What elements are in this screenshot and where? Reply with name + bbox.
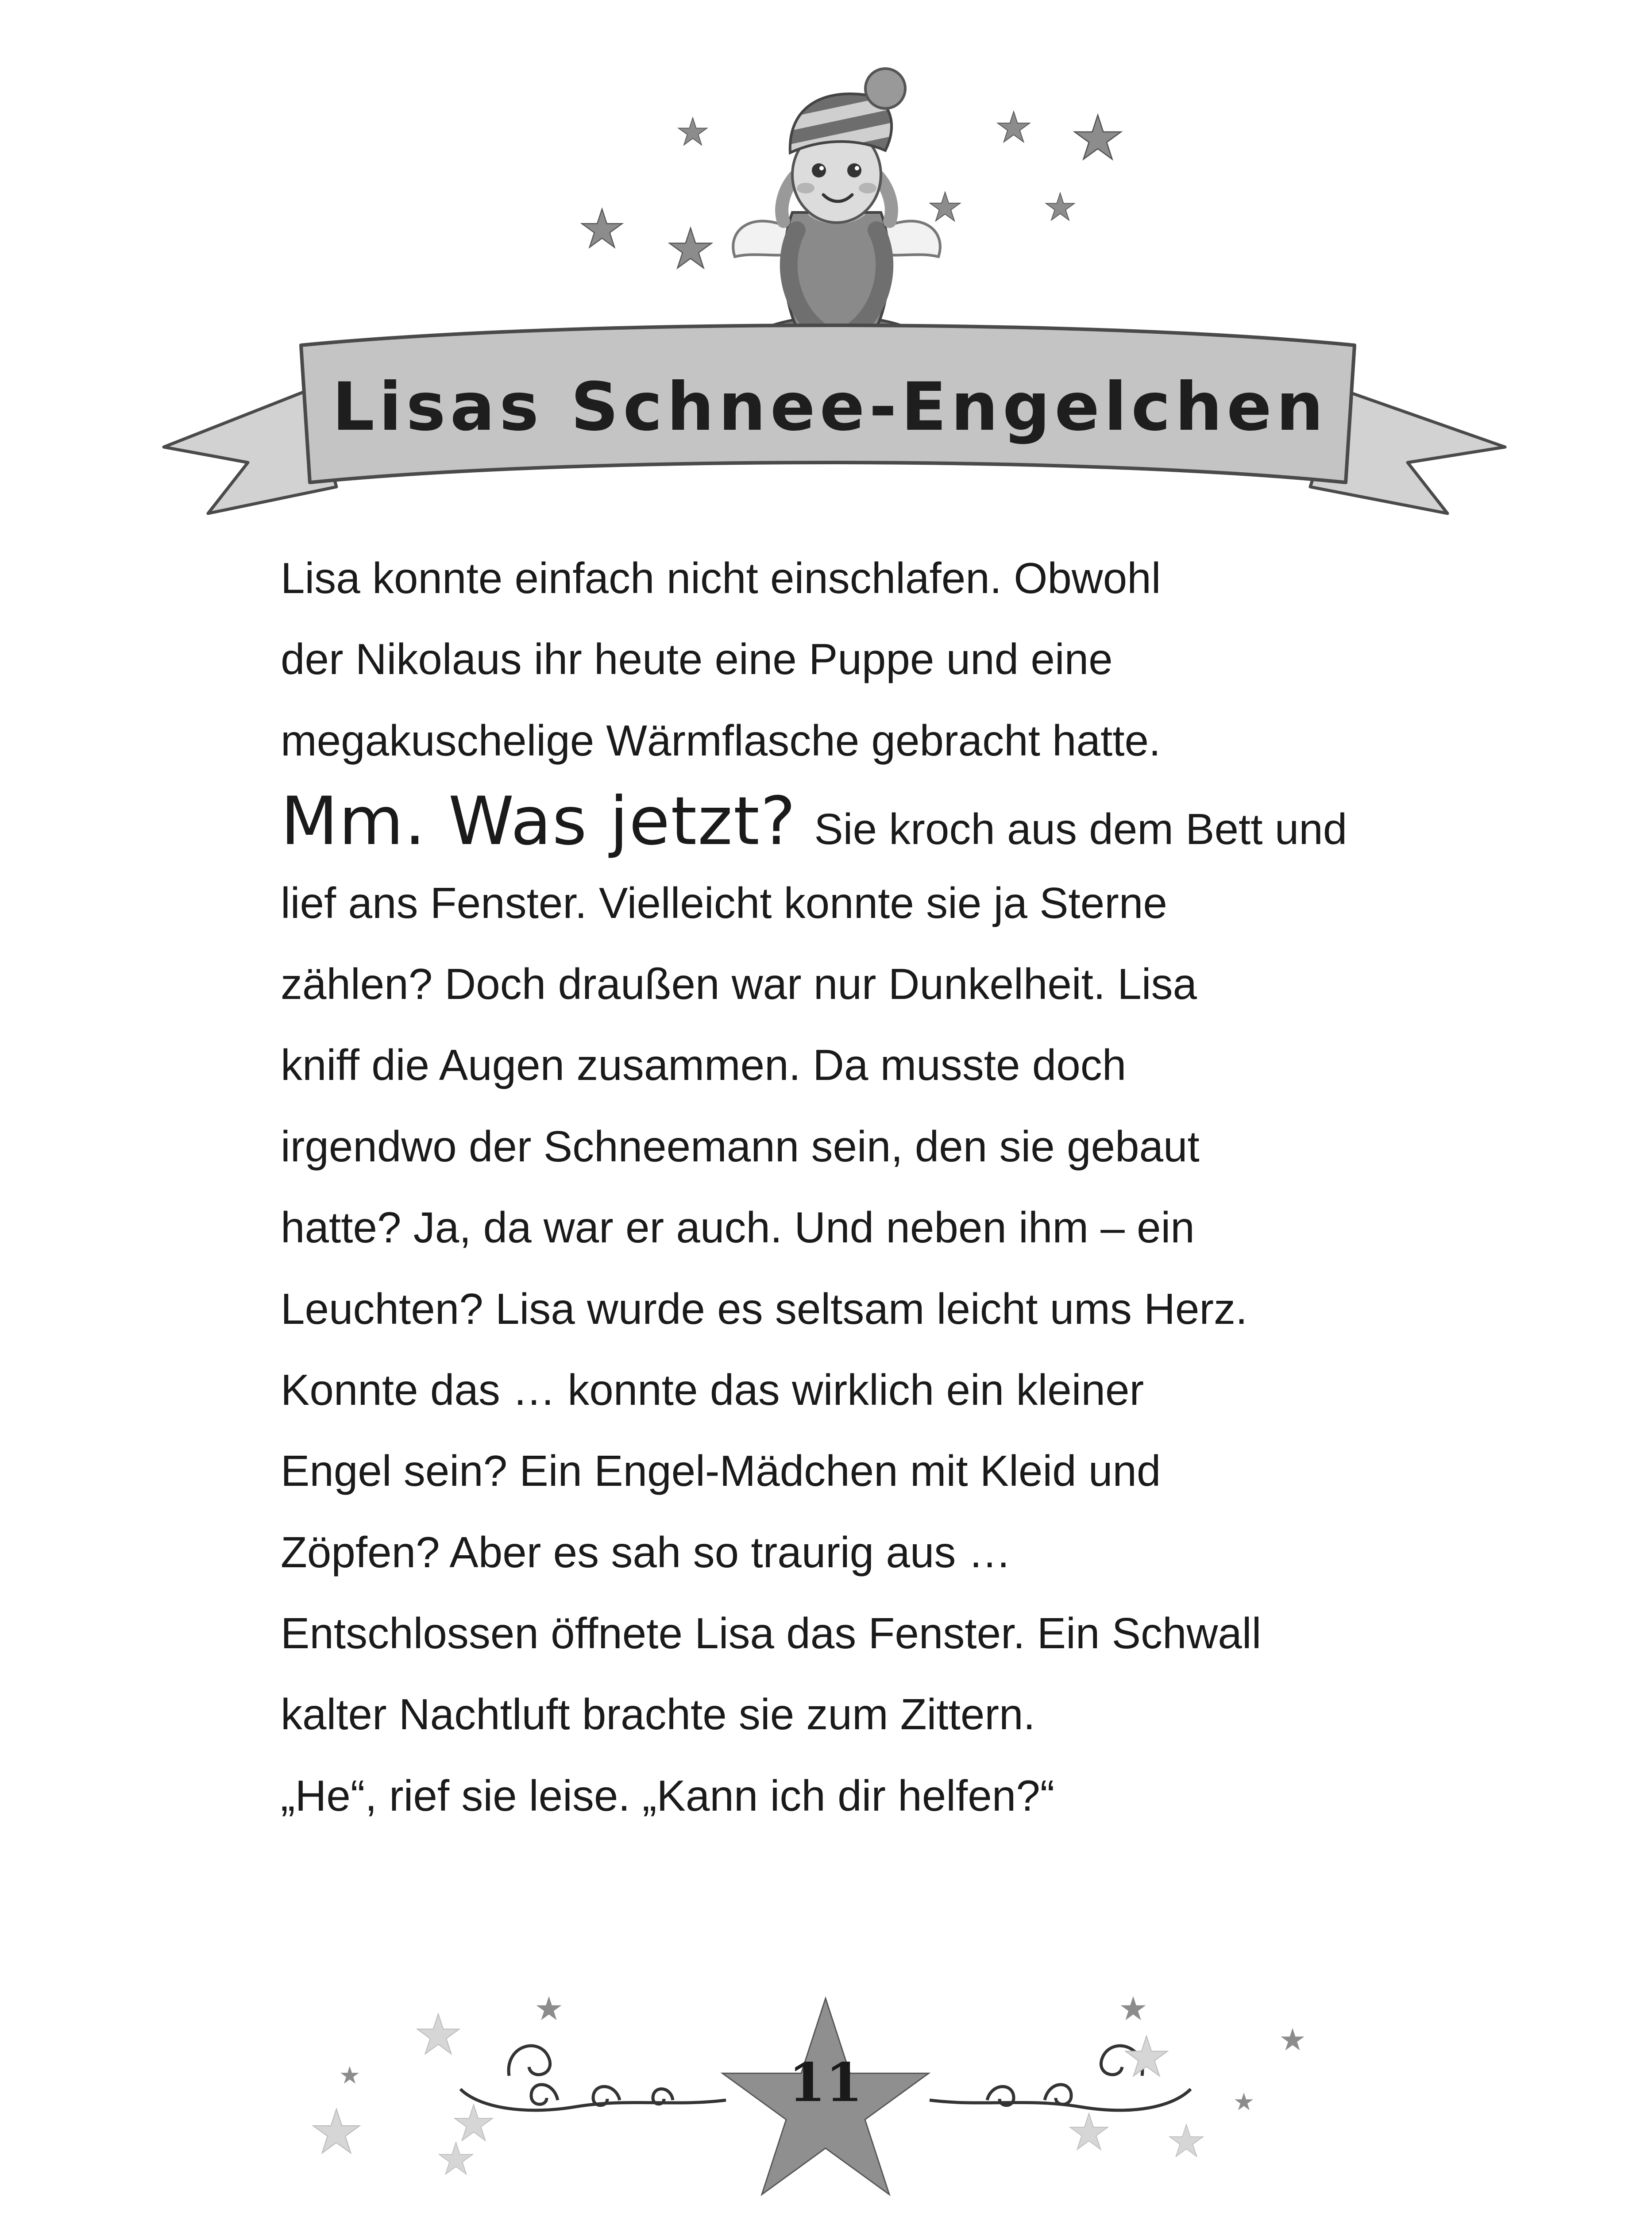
story-line: Entschlossen öffnete Lisa das Fenster. Ein Schwall [281, 1609, 1262, 1658]
star-icon [930, 192, 960, 221]
star-icon [1235, 2093, 1253, 2110]
page-number: 11 [788, 2051, 863, 2114]
star-icon [340, 2066, 359, 2084]
story-line: kniff die Augen zusammen. Da musste doch [281, 1041, 1127, 1090]
chapter-title: Lisas Schnee-Engelchen [332, 369, 1328, 446]
handwritten-phrase: Mm. Was jetzt? [281, 783, 797, 860]
story-line: Engel sein? Ein Engel-Mädchen mit Kleid und [281, 1446, 1161, 1496]
story-line: lief ans Fenster. Vielleicht konnte sie ja Sterne [281, 878, 1167, 927]
star-icon [536, 1996, 561, 2020]
star-icon [1170, 2124, 1203, 2156]
star-icon [1120, 1996, 1146, 2020]
story-line-with-handwriting [281, 781, 1414, 862]
story-line-text: Sie kroch aus dem Bett und [814, 805, 1347, 854]
star-icon [455, 2105, 493, 2140]
story-line: hatte? Ja, da war er auch. Und neben ihm – ein [281, 1203, 1195, 1252]
star-icon [582, 209, 622, 247]
story-line: Konnte das … konnte das wirklich ein kleiner [281, 1365, 1144, 1414]
story-line: Leuchten? Lisa wurde es seltsam leicht ums Herz. [281, 1284, 1248, 1333]
star-icon [1046, 193, 1075, 220]
star-icon [313, 2109, 360, 2153]
star-icon [679, 118, 707, 145]
star-icon [439, 2142, 473, 2174]
star-icon [1075, 115, 1121, 159]
star-icon [669, 228, 711, 268]
story-line: der Nikolaus ihr heute eine Puppe und eine [281, 635, 1113, 684]
story-line: irgendwo der Schneemann sein, den sie gebaut [281, 1122, 1200, 1171]
story-line: zählen? Doch draußen war nur Dunkelheit. Lisa [281, 959, 1197, 1008]
story-line: kalter Nachtluft brachte sie zum Zittern. [281, 1690, 1035, 1739]
star-icon [417, 2014, 459, 2054]
story-line: Lisa konnte einfach nicht einschlafen. Obwohl [281, 554, 1161, 602]
star-icon [1281, 2028, 1304, 2051]
story-line: „He“, rief sie leise. „Kann ich dir helfen?“ [281, 1771, 1055, 1820]
star-icon [1125, 2036, 1167, 2076]
story-line: megakuschelige Wärmflasche gebracht hatte. [281, 716, 1161, 765]
star-icon [1070, 2113, 1108, 2149]
angel-girl-illustration [733, 69, 940, 356]
story-line: Zöpfen? Aber es sah so traurig aus … [281, 1527, 1011, 1577]
star-icon [998, 112, 1030, 142]
story-text [281, 538, 1414, 1836]
